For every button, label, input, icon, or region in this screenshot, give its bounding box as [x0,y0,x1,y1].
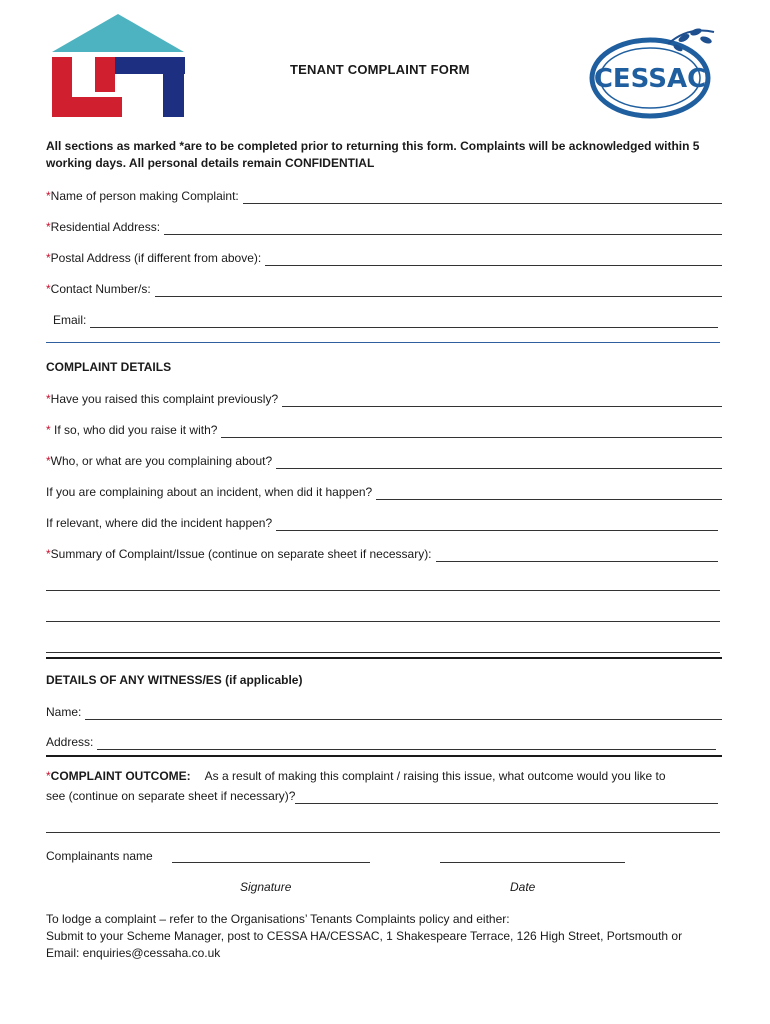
email-input-line[interactable] [90,316,718,328]
footer-line-1: To lodge a complaint – refer to the Organisations’ Tenants Complaints policy and either: [46,912,510,926]
who-raised-input-line[interactable] [221,426,722,438]
cessac-logo-text: CESSAC [593,64,707,94]
residential-field-row: *Residential Address: [46,219,722,235]
complainants-name-label: Complainants name [46,849,153,863]
who-raised-field-row: * If so, who did you raise it with? [46,422,722,438]
witness-heading: DETAILS OF ANY WITNESS/ES (if applicable) [46,673,303,687]
witness-name-row: Name: [46,704,722,720]
footer-instructions [46,911,736,962]
footer-line-2: Submit to your Scheme Manager, post to CESSA HA/CESSAC, 1 Shakespeare Terrace, 126 High Street, Portsmouth or [46,929,683,943]
form-title: TENANT COMPLAINT FORM [290,62,470,77]
intro-text: All sections as marked *are to be completed prior to returning this form. Complaints will be acknowledged within 5 working days. All personal details remain CONFIDENTIAL [46,139,700,170]
postal-input-line[interactable] [265,254,722,266]
witness-address-row: Address: [46,734,716,750]
name-field-row: *Name of person making Complaint: [46,188,722,204]
outcome-heading: COMPLAINT OUTCOME: [50,769,191,783]
summary-input-line[interactable] [436,550,718,562]
summary-field-row: *Summary of Complaint/Issue (continue on separate sheet if necessary): [46,546,718,562]
roof-shape [52,14,184,52]
witness-address-input-line[interactable] [97,738,716,750]
signature-caption: Signature [240,880,292,894]
contact-field-row: *Contact Number/s: [46,281,722,297]
raised-input-line[interactable] [282,395,722,407]
outcome-field-row: see (continue on separate sheet if necessary)? [46,788,718,804]
logo-navy-right [163,57,184,117]
name-input-line[interactable] [243,192,722,204]
about-input-line[interactable] [276,457,722,469]
postal-field-row: *Postal Address (if different from above): [46,250,722,266]
leaf-icon [689,27,702,37]
cessac-logo [588,26,722,120]
house-logo [50,12,186,118]
when-input-line[interactable] [376,488,722,500]
raised-field-row: *Have you raised this complaint previously? [46,391,722,407]
leaf-icon [699,35,712,45]
logo-red-bar-horizontal [52,97,122,117]
footer-email-line: Email: enquiries@cessaha.co.uk [46,946,221,960]
witness-name-input-line[interactable] [85,708,722,720]
residential-input-line[interactable] [164,223,722,235]
summary-blank-line[interactable] [46,590,720,591]
complaint-details-heading: COMPLAINT DETAILS [46,360,172,374]
outcome-line-1: *COMPLAINT OUTCOME: As a result of making this complaint / raising this issue, what outcome would you like to [46,769,666,783]
summary-blank-line[interactable] [46,652,720,653]
section-divider [46,342,720,343]
date-input-line[interactable] [440,862,625,863]
summary-blank-line[interactable] [46,621,720,622]
outcome-blank-line[interactable] [46,832,720,833]
section-divider [46,657,722,659]
date-caption: Date [510,880,536,894]
email-field-row: Email: [53,312,718,328]
contact-input-line[interactable] [155,285,722,297]
section-divider [46,755,722,757]
when-field-row: If you are complaining about an incident, when did it happen? [46,484,722,500]
where-input-line[interactable] [276,519,718,531]
where-field-row: If relevant, where did the incident happen? [46,515,718,531]
signature-input-line[interactable] [172,862,370,863]
about-field-row: *Who, or what are you complaining about? [46,453,722,469]
logo-red-block [95,57,115,92]
outcome-input-line[interactable] [295,792,718,804]
